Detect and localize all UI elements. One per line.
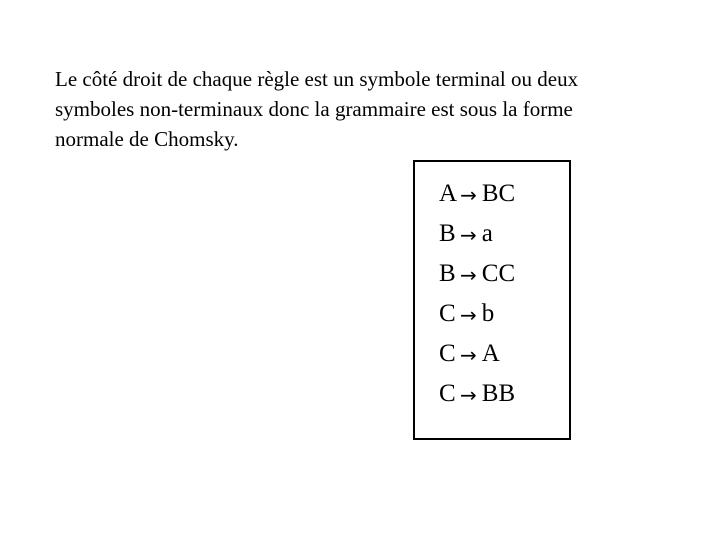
rule-rhs: CC — [481, 260, 516, 287]
arrow-icon: → — [460, 343, 477, 367]
rule-lhs: B — [439, 260, 456, 287]
rule-rhs: a — [481, 220, 493, 247]
grammar-rules-box — [413, 160, 571, 440]
rule-rhs: A — [481, 340, 500, 367]
rule-lhs: A — [439, 180, 458, 207]
grammar-rule — [439, 254, 515, 294]
arrow-icon: → — [460, 223, 477, 247]
arrow-icon: → — [460, 303, 477, 327]
arrow-icon: → — [460, 183, 477, 207]
rule-lhs: C — [439, 340, 456, 367]
grammar-rule — [439, 214, 515, 254]
arrow-icon: → — [460, 263, 477, 287]
description-paragraph — [55, 64, 675, 154]
paragraph-line-2: symboles non-terminaux donc la grammaire est sous la forme — [55, 97, 573, 121]
rule-rhs: b — [481, 300, 495, 327]
arrow-icon: → — [460, 383, 477, 407]
grammar-rule — [439, 294, 515, 334]
rule-rhs: BB — [481, 380, 516, 407]
rule-lhs: C — [439, 300, 456, 327]
paragraph-line-1: Le côté droit de chaque règle est un symbole terminal ou deux — [55, 67, 579, 91]
paragraph-line-3: normale de Chomsky. — [55, 127, 239, 151]
grammar-rules-list — [439, 174, 515, 414]
grammar-rule — [439, 174, 515, 214]
rule-lhs: B — [439, 220, 456, 247]
grammar-rule — [439, 374, 515, 414]
rule-lhs: C — [439, 380, 456, 407]
grammar-rule — [439, 334, 515, 374]
rule-rhs: BC — [481, 180, 516, 207]
